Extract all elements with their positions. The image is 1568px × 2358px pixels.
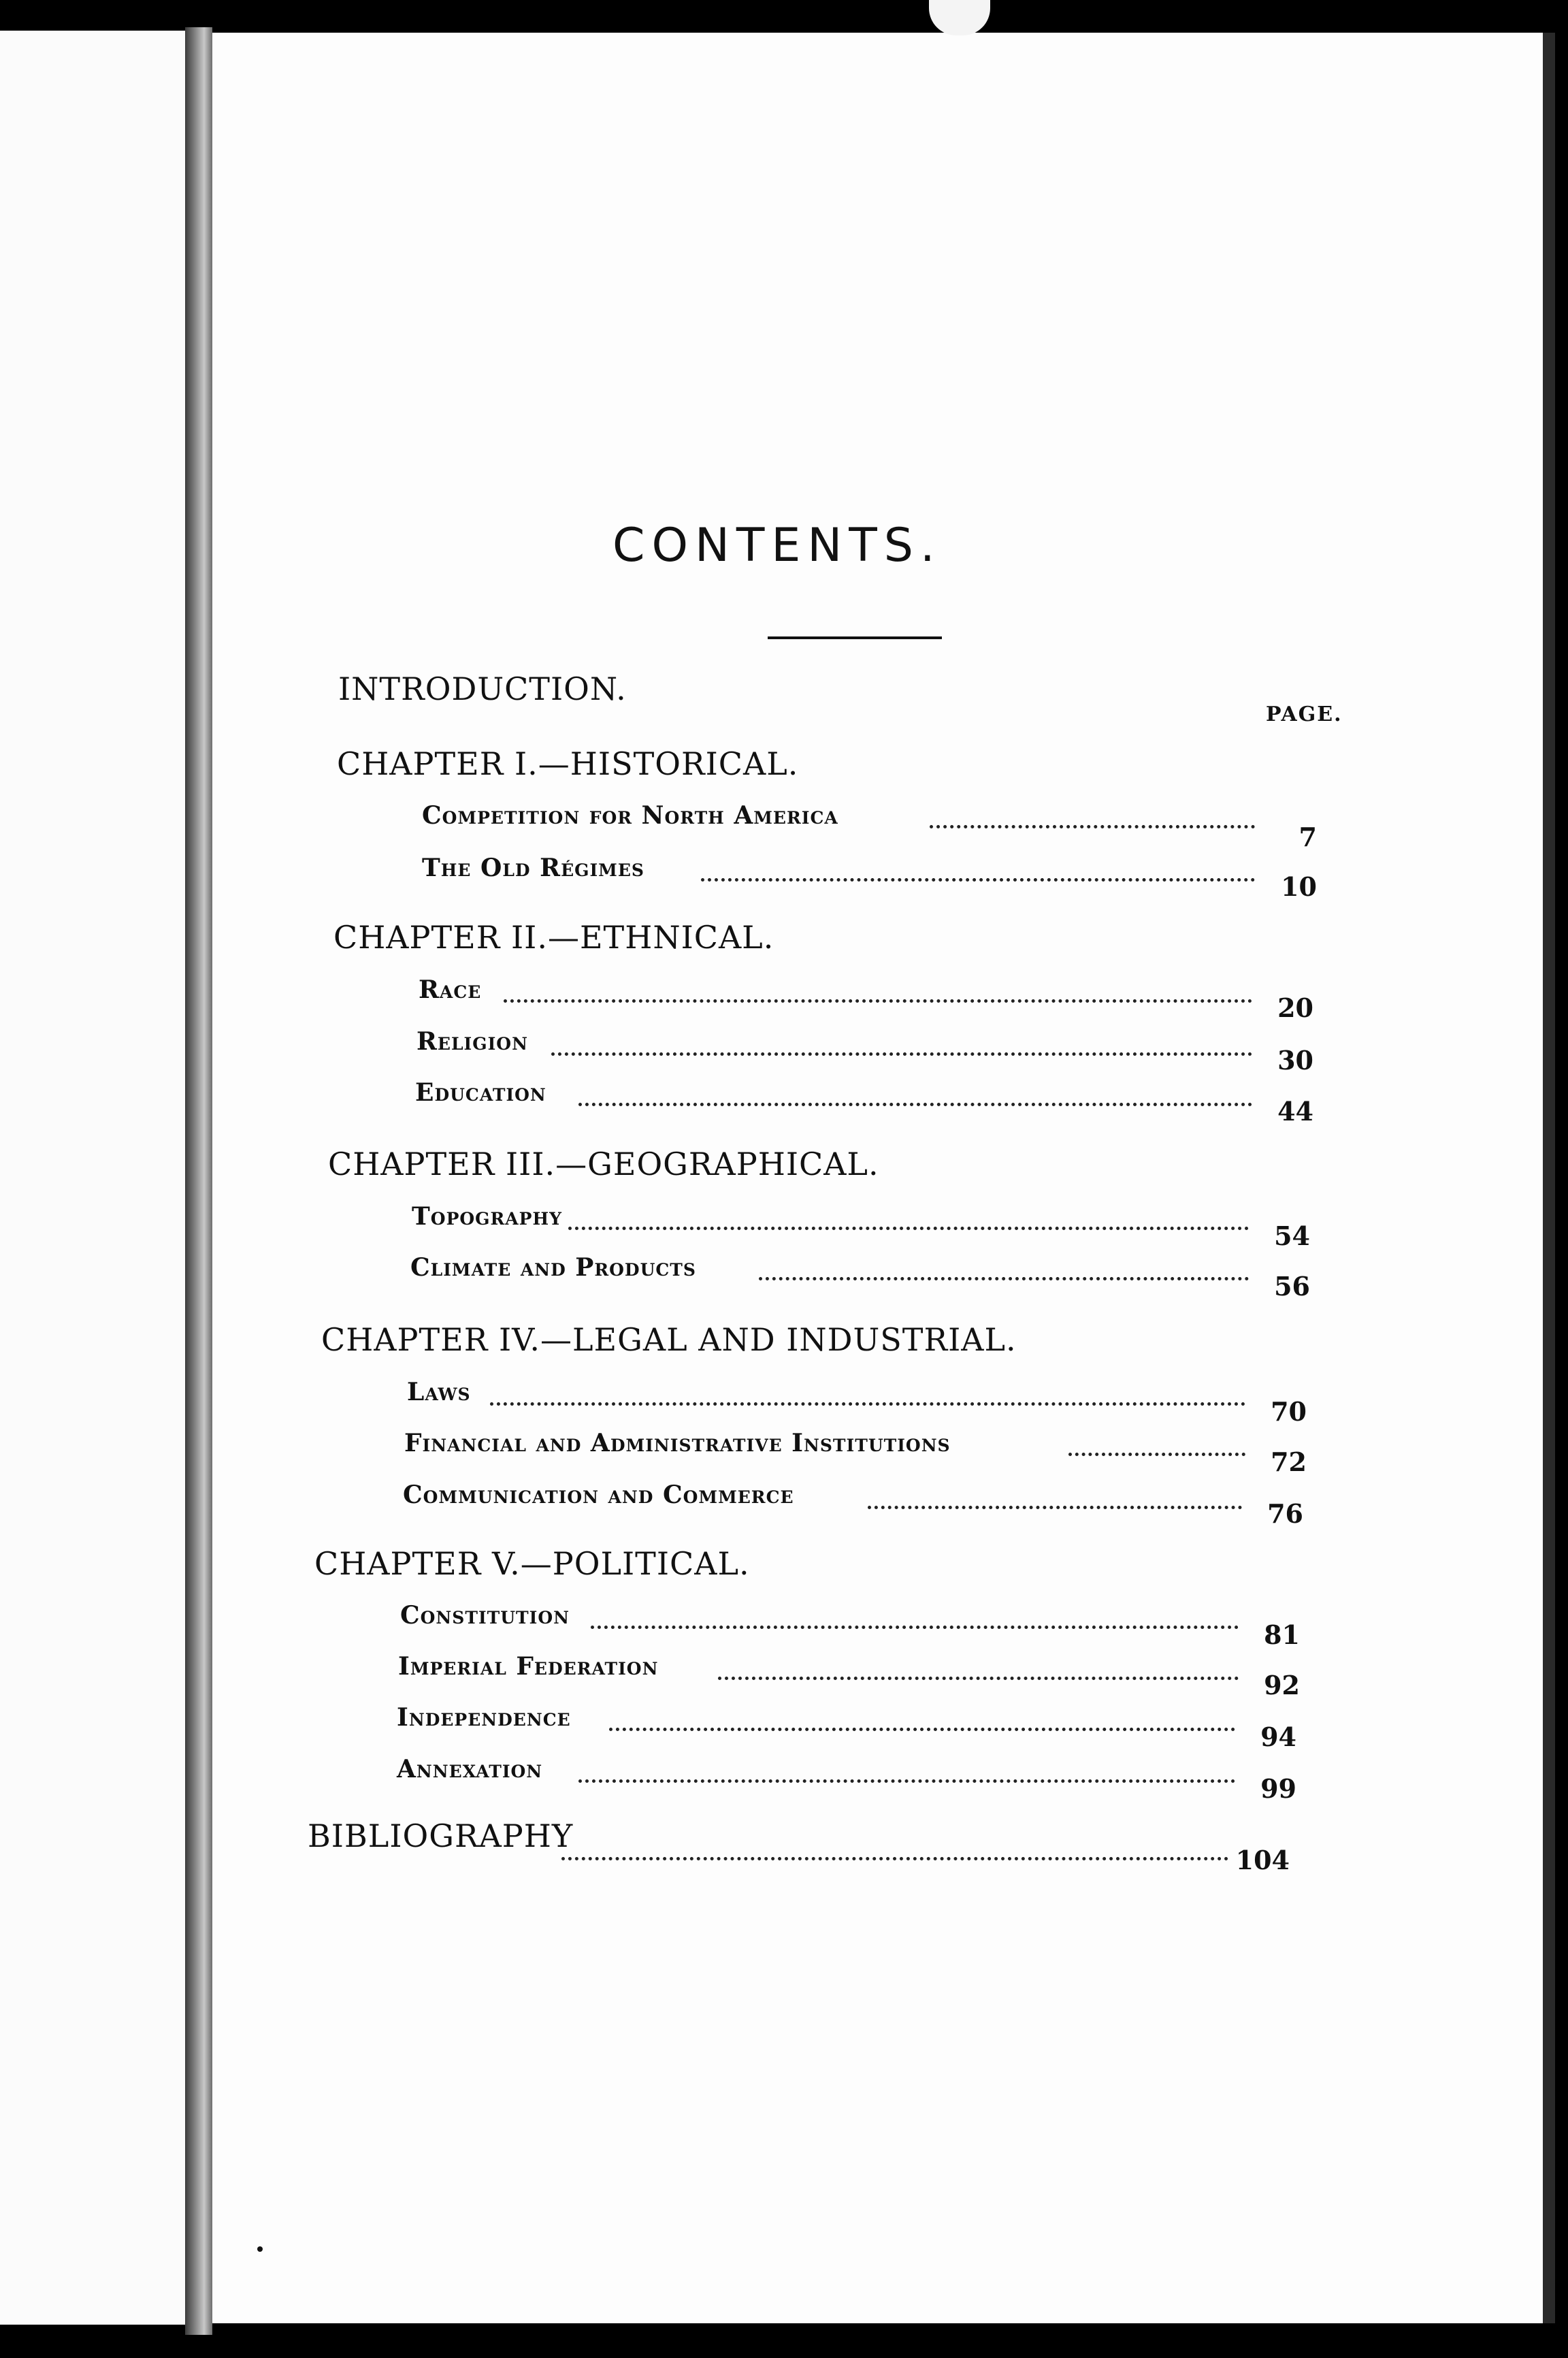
toc-entry-label: Constitution	[400, 1601, 570, 1630]
toc-entry-label: Laws	[407, 1378, 471, 1406]
leader-dots	[718, 1673, 1239, 1680]
toc-entry-page: 94	[1260, 1722, 1296, 1752]
leader-dots	[701, 874, 1255, 882]
toc-entry-label: Competition for North America	[422, 801, 838, 830]
top-mark	[929, 0, 990, 35]
toc-entry-page: 30	[1277, 1045, 1313, 1076]
toc-entry-page: 81	[1264, 1619, 1300, 1650]
toc-entry-label: Topography	[412, 1202, 562, 1231]
toc-entry-label: Financial and Administrative Institutions	[404, 1429, 951, 1457]
toc-entry-page: 76	[1267, 1498, 1303, 1529]
leader-dots	[568, 1223, 1249, 1230]
chapter-heading: CHAPTER III.—GEOGRAPHICAL.	[328, 1146, 879, 1182]
toc-entry-label: Religion	[416, 1027, 528, 1056]
chapter-heading: CHAPTER I.—HISTORICAL.	[337, 745, 799, 782]
chapter-heading: CHAPTER V.—POLITICAL.	[314, 1545, 750, 1582]
leader-dots	[868, 1502, 1242, 1509]
title-divider	[768, 636, 942, 639]
toc-entry-page: 44	[1277, 1096, 1313, 1127]
page-column-label: PAGE.	[1266, 702, 1343, 726]
bottom-speck	[257, 2246, 263, 2252]
toc-entry-page: 99	[1260, 1773, 1296, 1804]
toc-entry-label: Independence	[397, 1703, 571, 1732]
leader-dots	[578, 1775, 1235, 1783]
toc-entry-page: 54	[1274, 1221, 1310, 1251]
leader-dots	[551, 1048, 1252, 1056]
page-title: CONTENTS.	[612, 519, 942, 572]
leader-dots	[930, 821, 1255, 828]
toc-entry-page: 72	[1271, 1447, 1307, 1477]
leader-dots	[609, 1724, 1235, 1731]
toc-entry-page: 104	[1235, 1845, 1290, 1875]
leader-dots	[759, 1273, 1249, 1280]
introduction-heading: INTRODUCTION.	[338, 671, 627, 707]
toc-entry-page: 70	[1271, 1396, 1307, 1427]
toc-entry-page: 56	[1274, 1271, 1310, 1302]
toc-entry-label: The Old Régimes	[422, 854, 644, 882]
leader-dots	[578, 1099, 1252, 1106]
leader-dots	[504, 995, 1252, 1003]
toc-entry-page: 7	[1298, 822, 1317, 852]
toc-entry-label: Race	[419, 975, 482, 1004]
toc-entry-label: Communication and Commerce	[403, 1481, 794, 1509]
toc-entry-page: 10	[1281, 871, 1317, 902]
leader-dots	[591, 1621, 1239, 1629]
leader-dots	[490, 1398, 1245, 1406]
toc-entry-label: Annexation	[397, 1755, 543, 1783]
toc-entry-label: Imperial Federation	[398, 1652, 659, 1681]
toc-entry-page: 92	[1264, 1670, 1300, 1700]
toc-entry-page: 20	[1277, 992, 1313, 1023]
bibliography-heading: BIBLIOGRAPHY	[308, 1818, 574, 1854]
toc-entry-label: Climate and Products	[410, 1253, 696, 1282]
leader-dots	[1068, 1449, 1245, 1456]
toc-entry-label: Education	[415, 1078, 546, 1107]
left-page-edge	[0, 31, 185, 2325]
chapter-heading: CHAPTER IV.—LEGAL AND INDUSTRIAL.	[321, 1321, 1017, 1358]
chapter-heading: CHAPTER II.—ETHNICAL.	[333, 919, 774, 956]
book-spine	[185, 27, 212, 2335]
leader-dots	[561, 1853, 1228, 1860]
